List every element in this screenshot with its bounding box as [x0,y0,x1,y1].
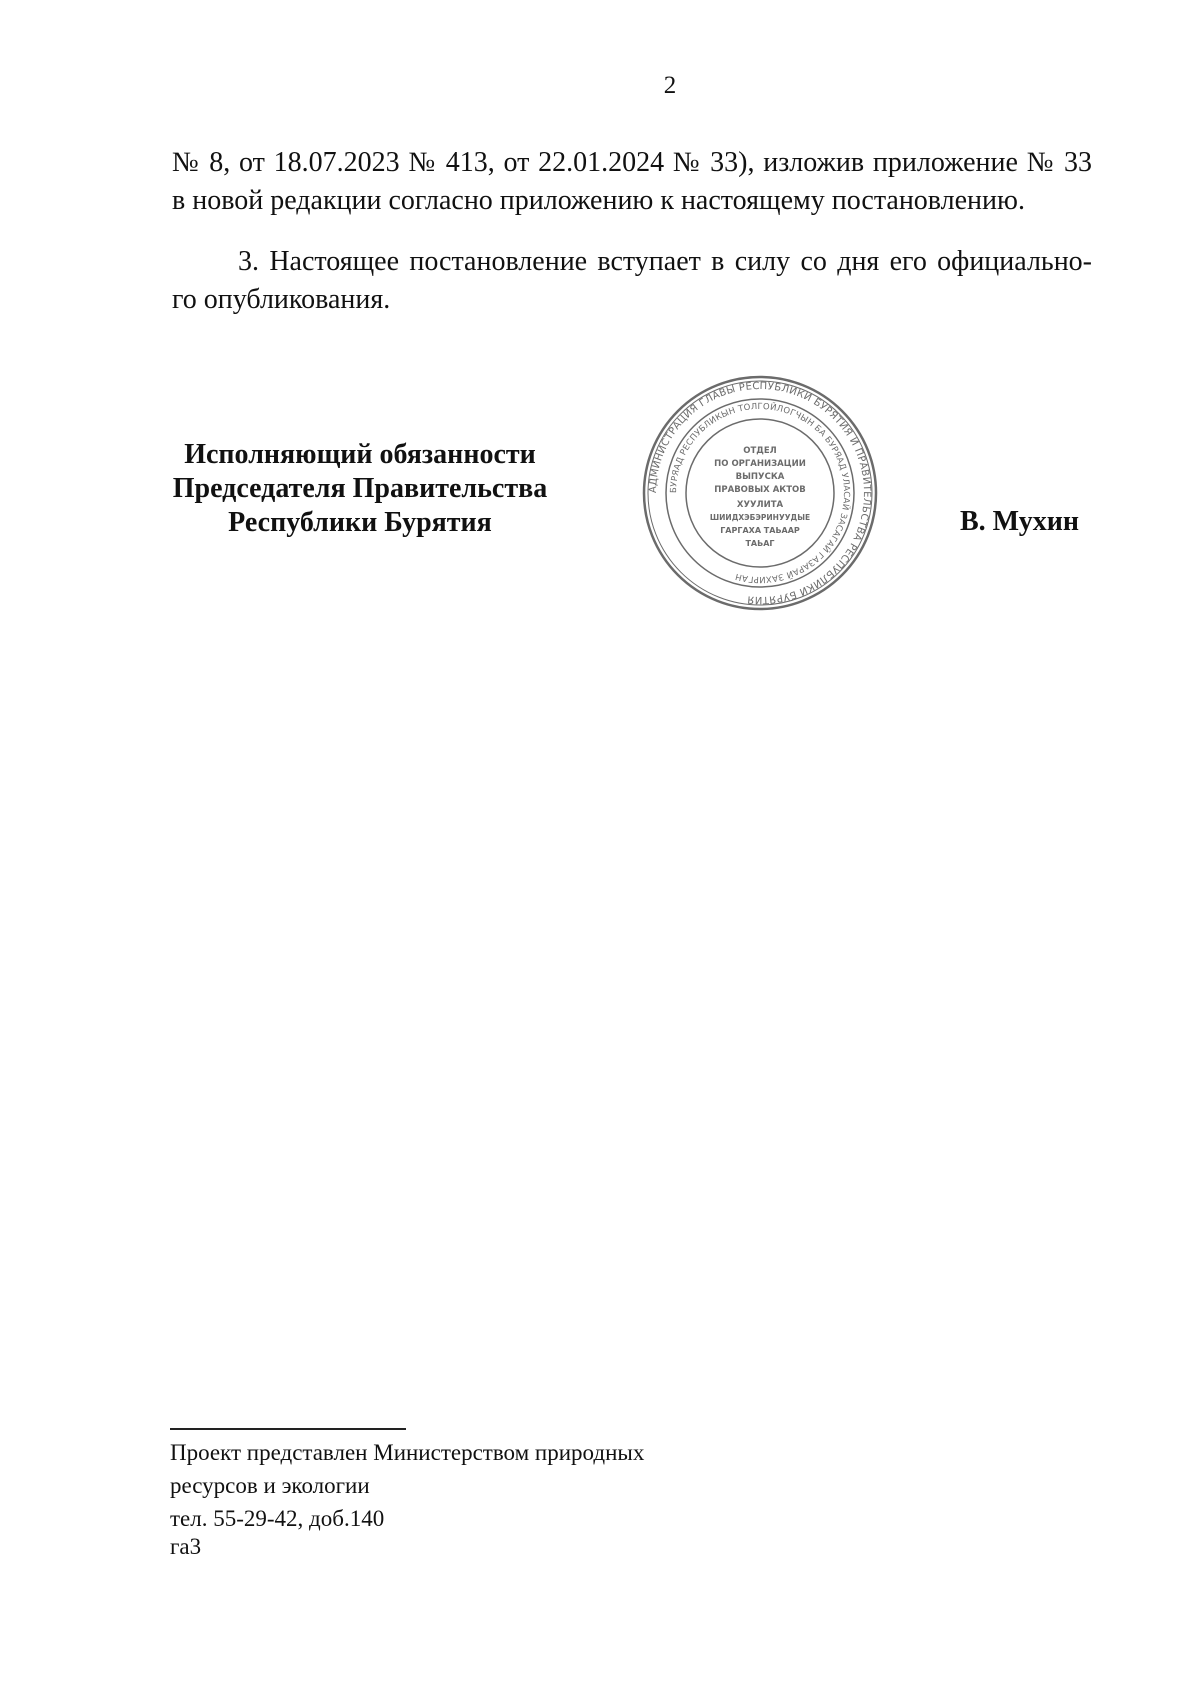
footnote-divider [170,1428,406,1430]
seal-inner-text: БУРЯАД РЕСПУБЛИКЫН ТОЛГОЙЛОГЧЫН БА БУРЯАД УЛАСАЙ ЗАСАГАЙ ГАЗАРАЙ ЗАХИРГАН [668,401,852,585]
paragraph-line: № 8, от 18.07.2023 № 413, от 22.01.2024 № 33), изложив приложение № 33 [172,147,1092,178]
signatory-position-line: Исполняющий обязанности [184,439,536,470]
signatory-position [150,438,570,540]
seal-center-line: ХУУЛИТА [736,500,784,510]
footnote-line: тел. 55-29-42, доб.140 [170,1506,385,1531]
page-number: 2 [663,72,677,99]
footnote-line: ресурсов и экологии [170,1473,370,1498]
official-seal [640,373,880,613]
seal-center [710,446,810,548]
signatory-position-line: Республики Бурятия [228,507,492,538]
seal-center-line: ОТДЕЛ [743,446,777,456]
paragraph-amendment [172,144,1092,220]
seal-center-line: ПРАВОВЫХ АКТОВ [714,485,806,495]
paragraph-line-text: 3. Настоящее постановление вступает в силу со дня его официально- [238,246,1092,277]
seal-center-line: ПО ОРГАНИЗАЦИИ [714,459,806,469]
seal-center-line: ВЫПУСКА [735,472,785,482]
seal-center-line: ГАРГАХА ТАЬААР [720,526,800,535]
signer-name: В. Мухин [960,506,1079,537]
paragraph-line [172,243,1092,281]
executor-initials: га3 [170,1534,202,1559]
seal-center-line: ШИИДХЭБЭРИНУУДЫЕ [709,513,811,522]
signatory-position-line: Председателя Правительства [172,473,548,504]
seal-center-line: ТАЬАГ [745,539,775,548]
seal-graphic [640,373,880,613]
paragraph-line: в новой редакции согласно приложению к настоящему постановлению. [172,185,1025,216]
footnote-block [170,1436,770,1535]
paragraph-effective-date [172,243,1092,319]
footnote-line: Проект представлен Министерством природных [170,1440,645,1465]
seal-outer-text: АДМИНИСТРАЦИЯ ГЛАВЫ РЕСПУБЛИКИ БУРЯТИЯ И ПРАВИТЕЛЬСТВА РЕСПУБЛИКИ БУРЯТИЯ [647,380,873,606]
paragraph-line: го опубликования. [172,284,391,315]
